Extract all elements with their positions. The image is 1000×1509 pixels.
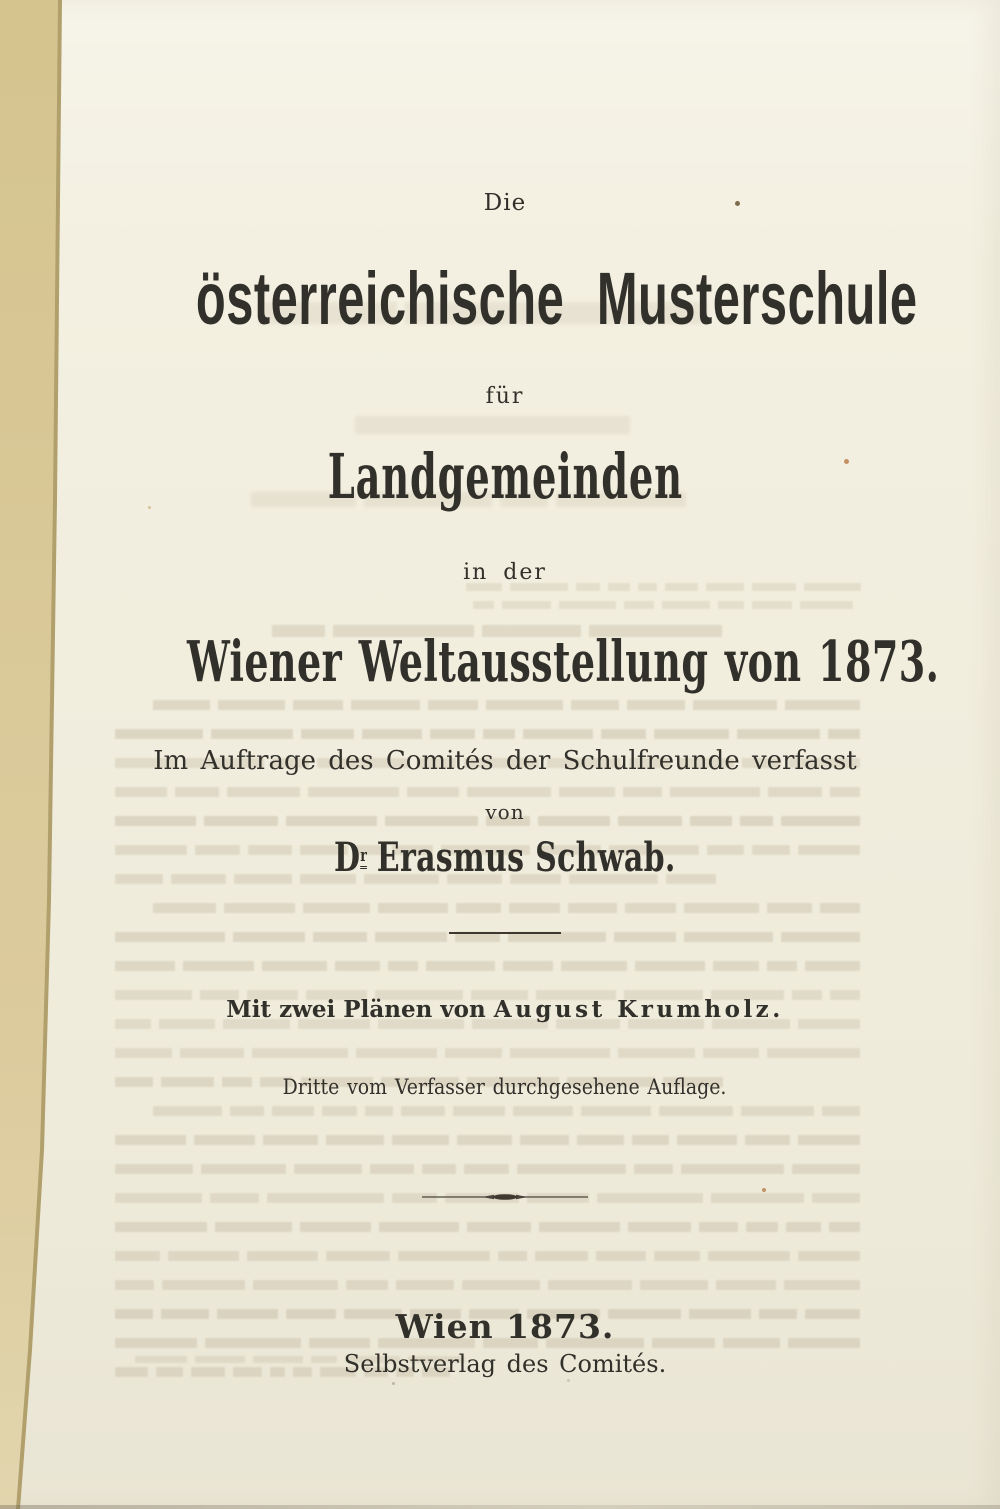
von-word: von — [485, 800, 525, 824]
half-title: Die — [483, 190, 527, 216]
book-title — [10, 257, 1000, 340]
plans-name: August Krumholz. — [493, 996, 784, 1023]
author-line — [10, 834, 1000, 881]
imprint-place-year: Wien 1873. — [395, 1307, 615, 1346]
author-line-text — [334, 834, 676, 881]
for-word: für — [485, 384, 525, 409]
author-prefix: D — [334, 834, 361, 881]
ornament-divider — [10, 1190, 1000, 1206]
title-page-content — [10, 0, 1000, 1509]
author-divider-rule — [449, 932, 561, 934]
author-superscript: r — [360, 845, 367, 869]
author-name: Erasmus Schwab. — [377, 834, 676, 881]
exhibition-line — [10, 629, 1000, 695]
plans-line — [10, 998, 1000, 1021]
imprint-publisher: Selbstverlag des Comités. — [343, 1350, 667, 1378]
edition-line-text: Dritte vom Verfasser durchgesehene Auflage. — [283, 1075, 727, 1099]
commission-line: Im Auftrage des Comités der Schulfreunde verfasst — [153, 746, 857, 776]
in-der-word: in der — [463, 560, 547, 585]
edition-line — [10, 1077, 1000, 1098]
exhibition-line-text: Wiener Weltausstellung von 1873. — [187, 629, 940, 695]
ornament-rule-icon — [420, 1191, 590, 1203]
book-title-text: österreichische Musterschule — [195, 257, 918, 340]
book-subtitle-text: Landgemeinden — [327, 440, 683, 513]
book-subtitle — [10, 440, 1000, 513]
plans-prefix: Mit zwei Plänen von — [226, 996, 494, 1023]
